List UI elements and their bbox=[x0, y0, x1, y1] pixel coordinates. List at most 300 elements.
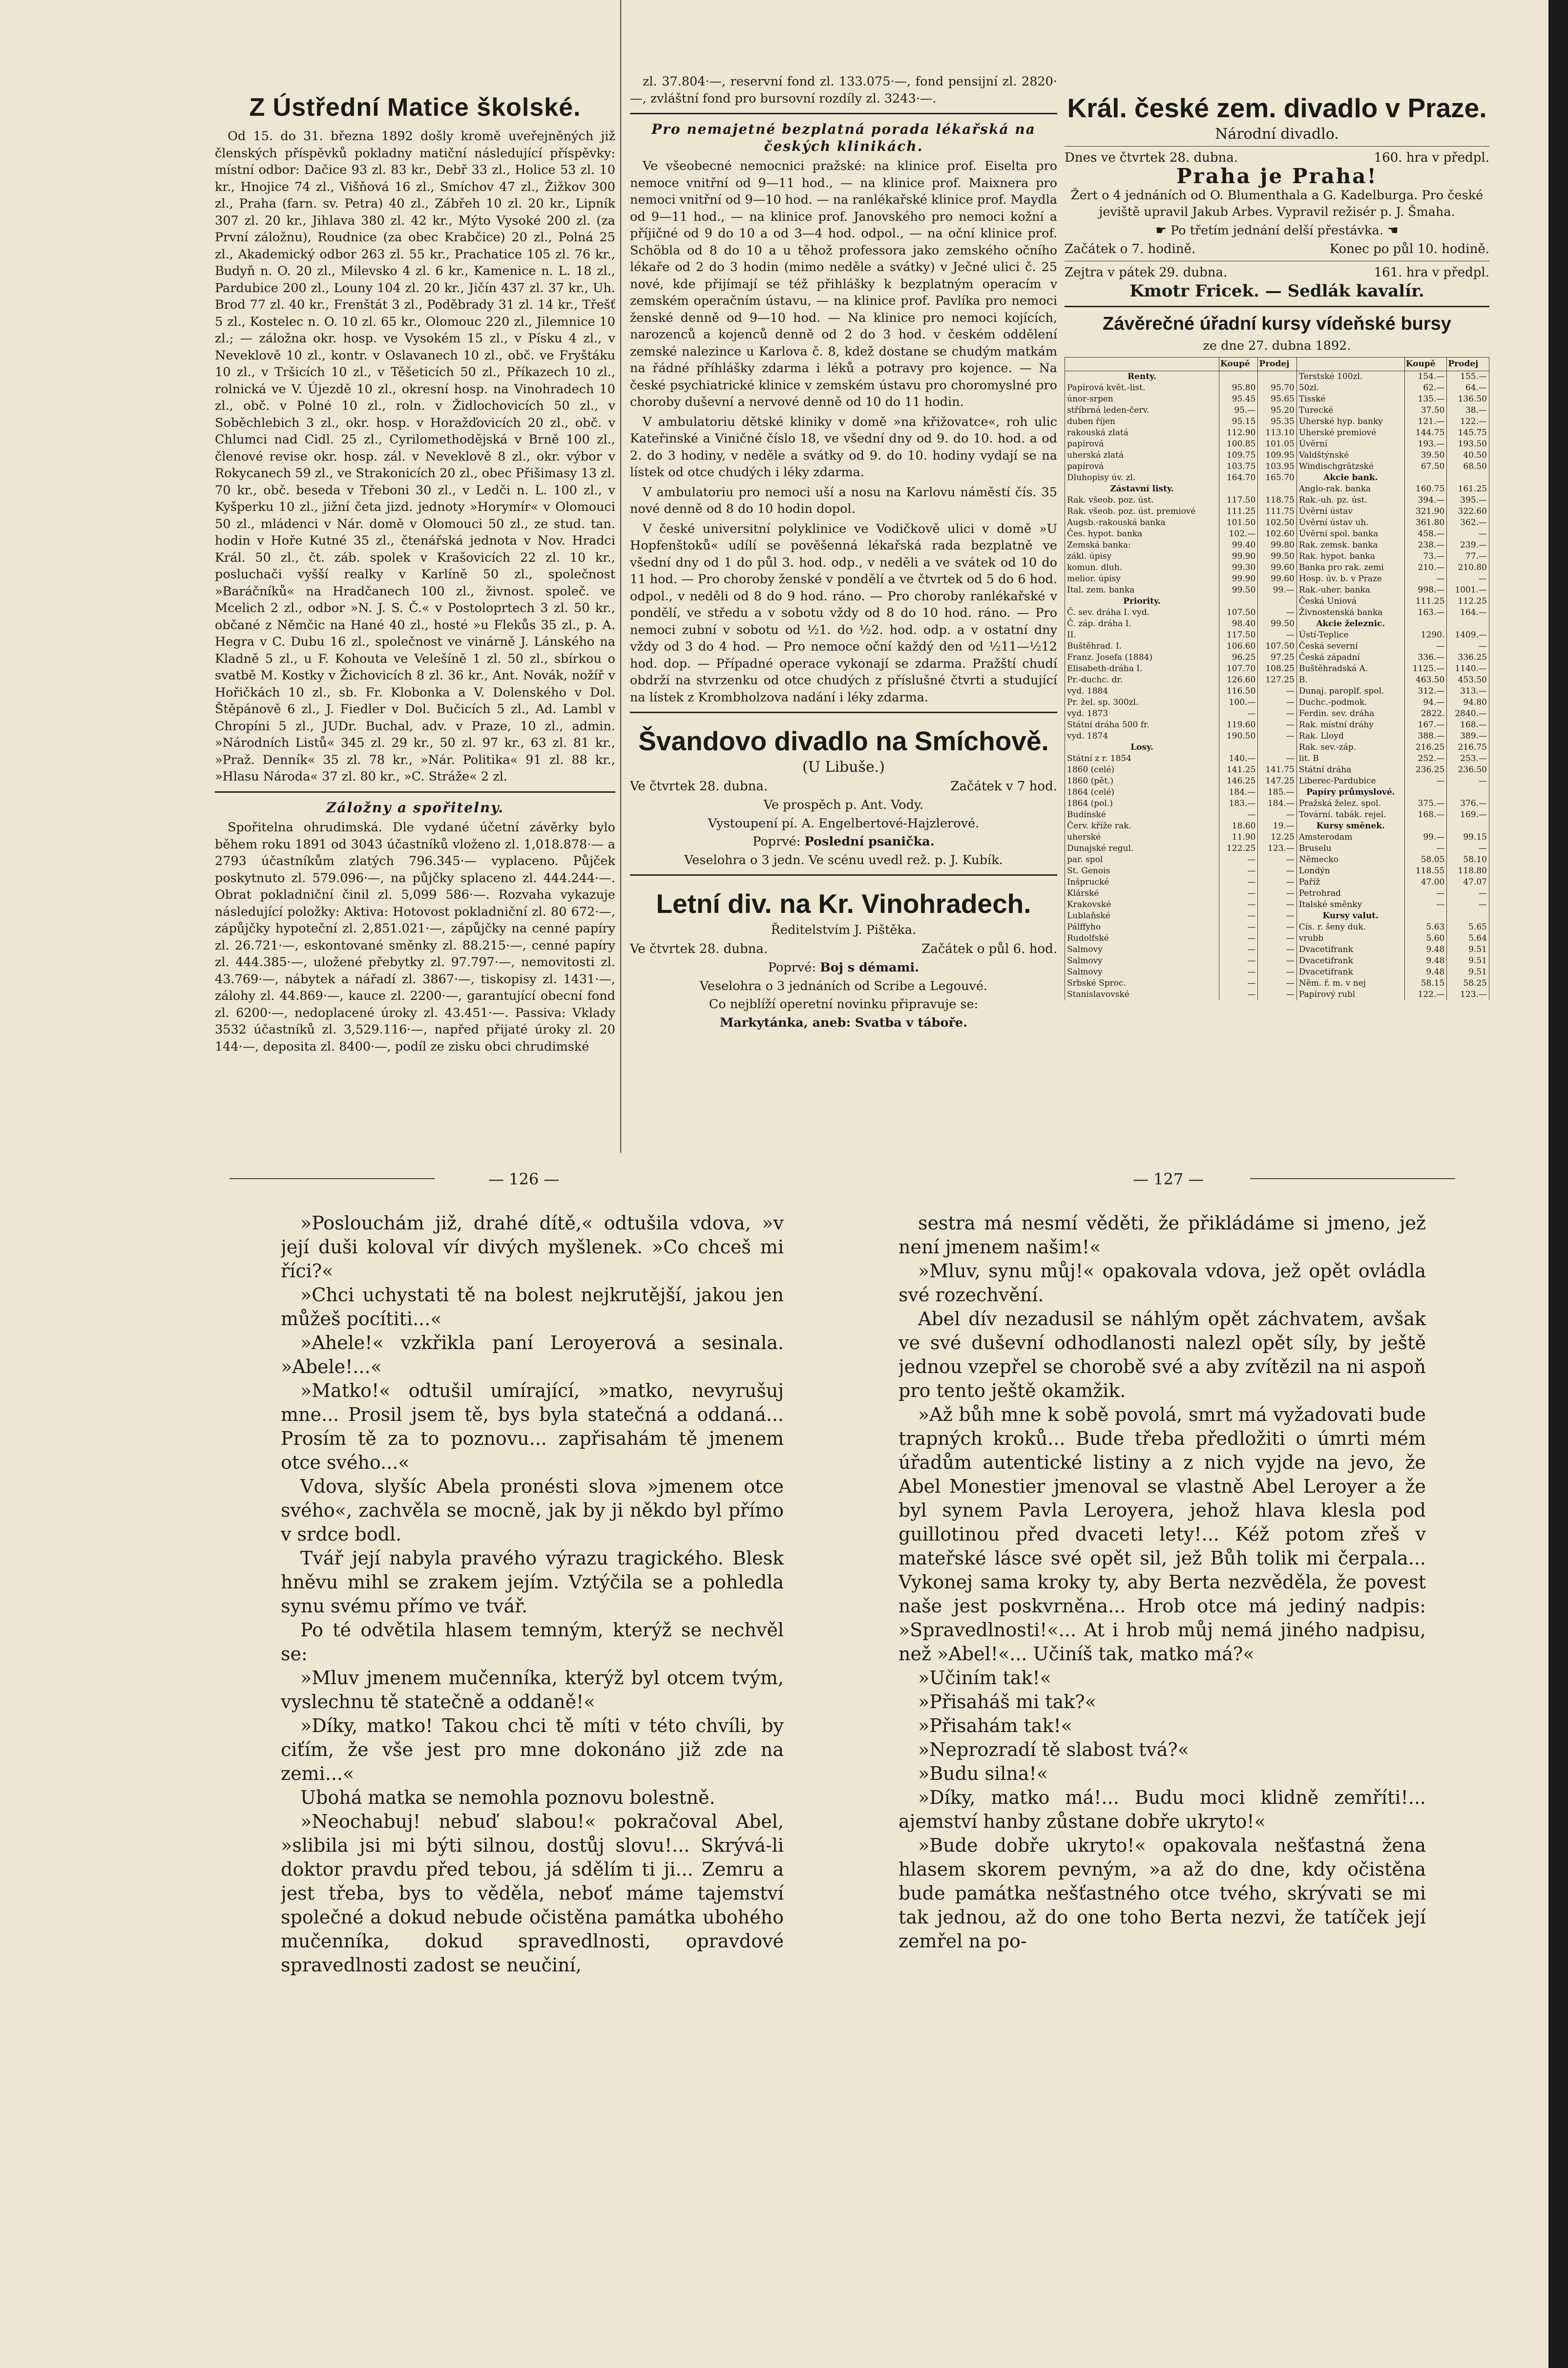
table-row bbox=[1065, 540, 1489, 551]
table-cell: únor-srpen bbox=[1065, 394, 1219, 405]
novel-page-left bbox=[281, 1211, 784, 2286]
table-cell: 107.70 bbox=[1219, 663, 1258, 675]
table-cell: Salmovy bbox=[1065, 944, 1219, 955]
table-row bbox=[1065, 371, 1489, 383]
table-cell: — bbox=[1447, 899, 1489, 910]
bursa-header bbox=[1065, 358, 1219, 371]
table-cell: 101.05 bbox=[1258, 439, 1296, 450]
table-cell: 100.85 bbox=[1219, 439, 1258, 450]
divider bbox=[1065, 146, 1489, 147]
table-row bbox=[1065, 461, 1489, 472]
table-cell: Petrohrad bbox=[1296, 888, 1404, 899]
table-cell: 11.90 bbox=[1219, 832, 1258, 843]
vinohrady-premiere-label: Poprvé: bbox=[768, 960, 816, 975]
table-cell: 160.75 bbox=[1404, 484, 1447, 495]
table-cell: 58.25 bbox=[1447, 978, 1489, 989]
table-cell: Rak. místní dráhy bbox=[1296, 719, 1404, 731]
table-cell: St. Genois bbox=[1065, 866, 1219, 877]
table-cell: 101.50 bbox=[1219, 517, 1258, 529]
table-cell: Tovární. tabák. rejel. bbox=[1296, 809, 1404, 821]
vinohrady-director: Ředitelstvím J. Pištěka. bbox=[771, 923, 917, 937]
table-cell: Dluhopisy úv. zl. bbox=[1065, 472, 1219, 484]
table-cell: 184.— bbox=[1258, 798, 1296, 809]
table-cell: 336.25 bbox=[1447, 652, 1489, 663]
table-row bbox=[1065, 630, 1489, 641]
table-cell: — bbox=[1258, 753, 1296, 764]
table-cell: 99.90 bbox=[1219, 551, 1258, 562]
divider bbox=[630, 874, 1057, 876]
table-cell: vyd. 1873 bbox=[1065, 708, 1219, 719]
table-cell: 9.51 bbox=[1447, 944, 1489, 955]
table-cell: 252.— bbox=[1404, 753, 1447, 764]
table-cell: 167.— bbox=[1404, 719, 1447, 731]
table-cell: Paříž bbox=[1296, 877, 1404, 888]
table-cell bbox=[1447, 910, 1489, 922]
table-cell: — bbox=[1219, 888, 1258, 899]
table-cell: 216.25 bbox=[1404, 742, 1447, 753]
clinics-paragraph: V ambulatoriu pro nemoci uší a nosu na Karlovu náměstí čís. 35 nové denně od 8 do 10 hodin dopol. bbox=[630, 485, 1057, 516]
table-cell: papírová bbox=[1065, 439, 1219, 450]
table-cell bbox=[1404, 821, 1447, 832]
table-cell: 144.75 bbox=[1404, 427, 1447, 439]
table-cell: 106.60 bbox=[1219, 641, 1258, 652]
table-cell: — bbox=[1219, 922, 1258, 933]
table-cell: 9.48 bbox=[1404, 967, 1447, 978]
pointing-hand-icon: ☚ bbox=[1387, 223, 1399, 238]
page-number-left: — 126 — bbox=[488, 1170, 560, 1188]
table-cell bbox=[1219, 484, 1258, 495]
table-cell: 336.— bbox=[1404, 652, 1447, 663]
page-rule bbox=[1250, 1178, 1455, 1179]
narodni-title: Král. české zem. divadlo v Praze. bbox=[1067, 93, 1487, 123]
table-cell: 95.65 bbox=[1258, 394, 1296, 405]
table-cell: 18.60 bbox=[1219, 821, 1258, 832]
table-cell: 97.25 bbox=[1258, 652, 1296, 663]
column-clinics bbox=[630, 73, 1057, 1109]
table-cell: 95.80 bbox=[1219, 382, 1258, 394]
table-cell: Akcie bank. bbox=[1296, 472, 1404, 484]
table-row bbox=[1065, 832, 1489, 843]
column-theatre-bursa bbox=[1065, 73, 1489, 1109]
table-cell: Úvěrní ústav uh. bbox=[1296, 517, 1404, 529]
table-cell: 1864 (celé) bbox=[1065, 787, 1219, 798]
table-cell: — bbox=[1447, 641, 1489, 652]
table-cell: Inšprucké bbox=[1065, 877, 1219, 888]
novel-paragraph: »Díky, matko! Takou chci tě míti v této chvíli, by ciťím, že vše jest pro mne dokonáno již zde na zemi...« bbox=[281, 1715, 784, 1784]
divider bbox=[215, 791, 615, 793]
bursa-table bbox=[1065, 357, 1489, 1000]
vinohrady-upcoming: Co nejblíží operetní novinku připravuje se: bbox=[709, 997, 979, 1012]
narodni-perf: 160. hra v předpl. bbox=[1374, 150, 1489, 165]
vinohrady-start: Začátek o půl 6. hod. bbox=[921, 941, 1057, 956]
narodni-tomorrow-row bbox=[1065, 264, 1489, 281]
table-cell: 108.25 bbox=[1258, 663, 1296, 675]
table-cell: 2822. bbox=[1404, 708, 1447, 719]
table-cell: — bbox=[1447, 843, 1489, 854]
table-cell: — bbox=[1258, 697, 1296, 708]
table-cell: 169.— bbox=[1447, 809, 1489, 821]
table-cell: 107.50 bbox=[1258, 641, 1296, 652]
table-cell: 98.40 bbox=[1219, 618, 1258, 630]
table-cell: Něm. ř. m. v nej bbox=[1296, 978, 1404, 989]
novel-paragraph: »Díky, matko má!... Budu moci klidně zemříti!... ajemství hanby zůstane dobře ukryto!« bbox=[899, 1787, 1426, 1832]
column-matice bbox=[215, 73, 615, 1153]
table-cell: Papíry průmyslové. bbox=[1296, 787, 1404, 798]
narodni-pause-row bbox=[1065, 222, 1489, 239]
table-cell: 99.— bbox=[1404, 832, 1447, 843]
table-cell: Elisabeth-dráha I. bbox=[1065, 663, 1219, 675]
table-row bbox=[1065, 427, 1489, 439]
table-cell: Priority. bbox=[1065, 596, 1219, 607]
table-row bbox=[1065, 697, 1489, 708]
table-cell: Liberec-Pardubice bbox=[1296, 776, 1404, 787]
table-cell: — bbox=[1258, 922, 1296, 933]
table-cell: Červ. kříže rak. bbox=[1065, 821, 1219, 832]
table-cell: — bbox=[1258, 910, 1296, 922]
table-cell: 122.— bbox=[1404, 989, 1447, 1000]
table-row bbox=[1065, 573, 1489, 585]
table-cell: — bbox=[1258, 899, 1296, 910]
table-cell: 95.20 bbox=[1258, 405, 1296, 416]
novel-paragraph: »Neprozradí tě slabost tvá?« bbox=[918, 1739, 1189, 1760]
table-cell: Akcie železnic. bbox=[1296, 618, 1404, 630]
table-cell: 141.25 bbox=[1219, 764, 1258, 776]
table-cell: 238.— bbox=[1404, 540, 1447, 551]
table-cell: — bbox=[1219, 944, 1258, 955]
narodni-desc: Žert o 4 jednáních od O. Blumenthala a G. Kadelburga. Pro české jeviště upravil Jakub Arbes. Vypravil režisér p. J. Šmaha. bbox=[1070, 188, 1484, 219]
table-cell: 1409.— bbox=[1447, 630, 1489, 641]
table-row bbox=[1065, 450, 1489, 461]
bursa-body bbox=[1065, 371, 1489, 1001]
table-cell: Kursy valut. bbox=[1296, 910, 1404, 922]
narodni-tomorrow-perf: 161. hra v předpl. bbox=[1374, 265, 1489, 280]
table-cell: vrubb bbox=[1296, 933, 1404, 944]
table-row bbox=[1065, 652, 1489, 663]
svandovo-title: Švandovo divadlo na Smíchově. bbox=[638, 726, 1049, 756]
bursa-header: Prodej bbox=[1258, 358, 1296, 371]
table-cell: 99.30 bbox=[1219, 562, 1258, 573]
vinohrady-title: Letní div. na Kr. Vinohradech. bbox=[656, 888, 1031, 919]
novel-paragraph: »Poslouchám již, drahé dítě,« odtušila vdova, »v její duši koloval vír divých myšlenek. »Co chceš mi říci?« bbox=[281, 1212, 784, 1282]
table-cell: zákl. úpisy bbox=[1065, 551, 1219, 562]
table-cell: — bbox=[1219, 910, 1258, 922]
table-cell: — bbox=[1219, 899, 1258, 910]
table-cell: 5.63 bbox=[1404, 922, 1447, 933]
table-cell: 73.— bbox=[1404, 551, 1447, 562]
bursa-header: Koupě bbox=[1219, 358, 1258, 371]
table-row bbox=[1065, 607, 1489, 618]
table-cell: 99.50 bbox=[1219, 585, 1258, 596]
table-cell: 375.— bbox=[1404, 798, 1447, 809]
table-cell: Rak.-uher. banka bbox=[1296, 585, 1404, 596]
table-cell: 95.45 bbox=[1219, 394, 1258, 405]
table-cell: 190.50 bbox=[1219, 731, 1258, 742]
table-cell: — bbox=[1219, 955, 1258, 967]
narodni-start: Začátek o 7. hodině. bbox=[1065, 242, 1196, 256]
zalozny-heading: Záložny a spořitelny. bbox=[326, 799, 504, 816]
table-cell: Rak. sev.-záp. bbox=[1296, 742, 1404, 753]
table-cell: 236.50 bbox=[1447, 764, 1489, 776]
novel-paragraph: »Učiním tak!« bbox=[918, 1667, 1051, 1689]
novel-paragraph: »Přisaháš mi tak?« bbox=[918, 1691, 1096, 1713]
table-cell: Dvacetifrank bbox=[1296, 944, 1404, 955]
novel-paragraph: »Neochabuj! nebuď slabou!« pokračoval Abel, »slibila jsi mi býti silnou, dostůj slovu!... Skrývá-li doktor pravdu před tebou, já sdělím ti ji... Zemru a jest třeba, bys to věděla, neboť máme tajemství společné a dokud nebude očistěna památka ubohého mučenníka, dokud spravedlnosti, opravdové spravedlnosti zadost se neučiní, bbox=[281, 1811, 784, 1976]
table-cell: 111.25 bbox=[1219, 506, 1258, 517]
column-divider bbox=[620, 0, 621, 1153]
table-cell bbox=[1447, 472, 1489, 484]
table-cell: Augsb.-rakouská banka bbox=[1065, 517, 1219, 529]
table-cell: 135.— bbox=[1404, 394, 1447, 405]
pointing-hand-icon: ☛ bbox=[1155, 223, 1171, 238]
table-cell: — bbox=[1258, 686, 1296, 697]
table-cell: Papírový rubl bbox=[1296, 989, 1404, 1000]
svandovo-credits: Veselohra o 3 jedn. Ve scénu uvedl rež. p. J. Kubík. bbox=[684, 852, 1003, 867]
table-cell: Dvacetifrank bbox=[1296, 955, 1404, 967]
table-cell: — bbox=[1258, 944, 1296, 955]
table-cell: 147.25 bbox=[1258, 776, 1296, 787]
table-cell bbox=[1447, 618, 1489, 630]
table-cell: — bbox=[1404, 573, 1447, 585]
table-cell: — bbox=[1258, 719, 1296, 731]
table-cell: Buštěhrad. I. bbox=[1065, 641, 1219, 652]
table-cell: 122.25 bbox=[1219, 843, 1258, 854]
novel-paragraph: Ubohá matka se nemohla poznovu bolestně. bbox=[300, 1787, 715, 1808]
vinohrady-date: Ve čtvrtek 28. dubna. bbox=[630, 941, 768, 956]
table-row bbox=[1065, 394, 1489, 405]
table-cell: Buštěhradská A. bbox=[1296, 663, 1404, 675]
table-cell: 210.— bbox=[1404, 562, 1447, 573]
table-cell: 62.— bbox=[1404, 382, 1447, 394]
table-row bbox=[1065, 787, 1489, 798]
table-row bbox=[1065, 944, 1489, 955]
vinohrady-upcoming-title: Markytánka, aneb: Svatba v táboře. bbox=[720, 1015, 967, 1030]
table-cell: 145.75 bbox=[1447, 427, 1489, 439]
table-cell: Zástavní listy. bbox=[1065, 484, 1219, 495]
table-cell: 99.50 bbox=[1258, 618, 1296, 630]
table-cell: Cís. r. šeny duk. bbox=[1296, 922, 1404, 933]
table-cell: Pr.-duchc. dr. bbox=[1065, 675, 1219, 686]
table-cell: Živnostenská banka bbox=[1296, 607, 1404, 618]
table-cell: Rak. Lloyd bbox=[1296, 731, 1404, 742]
table-cell: Uherské premiové bbox=[1296, 427, 1404, 439]
table-row bbox=[1065, 529, 1489, 540]
table-row bbox=[1065, 596, 1489, 607]
table-row bbox=[1065, 562, 1489, 573]
table-cell: Dunajské regul. bbox=[1065, 843, 1219, 854]
table-cell: Stanislavovské bbox=[1065, 989, 1219, 1000]
table-cell: — bbox=[1219, 854, 1258, 866]
table-cell: 99.80 bbox=[1258, 540, 1296, 551]
table-row bbox=[1065, 585, 1489, 596]
novel-paragraph: »Přisahám tak!« bbox=[918, 1715, 1073, 1736]
novel-paragraph: Po té odvětila hlasem temným, kterýž se nechvěl se: bbox=[281, 1619, 784, 1665]
table-cell: — bbox=[1219, 877, 1258, 888]
table-row bbox=[1065, 910, 1489, 922]
table-cell: 458.— bbox=[1404, 529, 1447, 540]
table-cell: komun. dluh. bbox=[1065, 562, 1219, 573]
table-cell: 313.— bbox=[1447, 686, 1489, 697]
table-cell: 210.80 bbox=[1447, 562, 1489, 573]
table-cell: Česká západní bbox=[1296, 652, 1404, 663]
table-cell: — bbox=[1447, 529, 1489, 540]
table-cell: 121.— bbox=[1404, 416, 1447, 427]
table-cell: 119.60 bbox=[1219, 719, 1258, 731]
table-cell: 111.75 bbox=[1258, 506, 1296, 517]
table-row bbox=[1065, 472, 1489, 484]
narodni-time-row bbox=[1065, 241, 1489, 258]
table-cell: Rak. všeob. poz. úst. bbox=[1065, 495, 1219, 506]
table-cell: — bbox=[1404, 843, 1447, 854]
table-cell: 236.25 bbox=[1404, 764, 1447, 776]
table-cell: Windischgrätzské bbox=[1296, 461, 1404, 472]
table-row bbox=[1065, 967, 1489, 978]
table-cell: 154.— bbox=[1404, 371, 1447, 383]
table-cell: — bbox=[1219, 708, 1258, 719]
narodni-date-row bbox=[1065, 149, 1489, 167]
matice-paragraph: Od 15. do 31. března 1892 došly kromě uveřejněných již členských příspěvků pokladny matiční následující příspěvky: místní odbor: Dačice 93 zl. 83 kr., Debř 33 zl., Holice 53 zl. 10 kr., Hnojice 74 zl., Višňová 16 zl., Smíchov 47 zl., Žižkov 300 zl., Praha (farn. sv. Petra) 40 zl., Zábřeh 10 zl. 20 kr., Lipník 307 zl. 20 kr., Jihlava 380 zl. 42 kr., Mýto Vysoké 200 zl. (za První záložnu), Roudnice (za obec Krabčice) 20 zl., Polná 25 zl., Akademický odbor 263 zl. 55 kr., Prachatice 105 zl. 76 kr., Budyň n. O. 20 zl., Milevsko 4 zl. 6 kr., Kamenice n. L. 18 zl., Pardubice 200 zl., Louny 104 zl. 20 kr., Jičín 437 zl. 37 kr., Uh. Brod 77 zl. 40 kr., Frenštát 3 zl., Poděbrady 31 zl. 14 kr., Třešť 5 zl., Kostelec n. O. 10 zl. 65 kr., Olomouc 220 zl., Jilemnice 10 zl.; — záložna okr. hosp. ve Vysokém 15 zl., v Písku 4 zl., v Neveklově 10 zl., kontr. v Oslavanech 10 zl., obč. ve Fryštáku 10 zl., v Tršicích 10 zl., v Těšeticích 50 zl., Příkazech 10 zl., rolnická ve V. Újezdě 10 zl., okresní hosp. na Vinohradech 10 zl., obč. v Polné 10 zl., roln. v Židlochovicích 50 zl., v Soběchlebich 3 zl., okr. hosp. v Horažďovicích 20 zl., obč. v Chlumci nad Cidl. 25 zl., Cyrilomethodějská v Brně 100 zl., členové revise okr. hosp. zál. v Neveklově 8 zl., okr. výbor v Rokycanech 59 zl., ve Strakonicích 20 zl., obec Přišimasy 13 zl. 70 kr., obč. beseda v Třeboni 30 zl., v Ledči n. L. 100 zl., v Kyšperku 10 zl., jižní četa jizd. jednoty »Horymír« v Olomouci 50 zl., mládenci v Nár. domě v Olomouci 50 zl., ze stud. tan. hodin v Hoře Kutné 35 zl., čtenářská jednota v Nov. Hradci Král. 50 zl., čt. záb. spolek v Krašovicích 22 zl. 10 kr., posluchači vyšší realky v Karlíně 50 zl., společnost »Baráčníků« na Hradčanech 100 zl., živnost. společ. ve Mcelich 2 zl., odbor »N. J. S. Č.« v Postoloprtech 3 zl. 50 kr., občané z Němčic na Hané 40 zl., hosté »u Flekůs 35 zl., p. A. Hegra v C. Dubu 16 zl., společnost ve vinárně J. Lánského na Kladně 5 zl., u F. Kohouta ve Velešíně 1 zl. 50 zl., sbírkou o svatbě M. Kostky v Žichovicích 8 zl. 36 kr., Ant. Novák, nožíř v Hořičkách 10 zl., sb. Fr. Klobonka a V. Dolenského v Dol. Štěpánově 6 zl., J. Fiedler v Dol. Bučicích 5 zl., Ad. Lambl v Chropíni 5 zl., JUDr. Buchal, adv. v Praze, 10 zl., admin. »Národních Listů« 345 zl. 29 kr., 50 zl. 97 kr., 63 zl. 81 kr., »Praž. Denník« 35 zl. 78 kr., »Nár. Politika« 91 zl. 88 kr., »Hlasu Národa« 37 zl. 80 kr., »C. Stráže« 2 zl. bbox=[215, 129, 615, 784]
table-cell: 5.60 bbox=[1404, 933, 1447, 944]
clinics-heading: Pro nemajetné bezplatná porada lékařská na českých klinikách. bbox=[651, 121, 1036, 154]
table-cell: Čes. hypot. banka bbox=[1065, 529, 1219, 540]
table-cell: Státní dráha 500 fr. bbox=[1065, 719, 1219, 731]
table-cell bbox=[1258, 742, 1296, 753]
table-cell: Renty. bbox=[1065, 371, 1219, 383]
table-row bbox=[1065, 708, 1489, 719]
table-cell: 193.50 bbox=[1447, 439, 1489, 450]
table-cell: uherská zlatá bbox=[1065, 450, 1219, 461]
table-cell: Rak. hypot. banka bbox=[1296, 551, 1404, 562]
table-cell: 1860 (pět.) bbox=[1065, 776, 1219, 787]
table-cell: 321.90 bbox=[1404, 506, 1447, 517]
table-cell: 47.07 bbox=[1447, 877, 1489, 888]
table-row bbox=[1065, 776, 1489, 787]
table-cell: rakouská zlatá bbox=[1065, 427, 1219, 439]
table-cell: Německo bbox=[1296, 854, 1404, 866]
table-cell: — bbox=[1219, 933, 1258, 944]
table-cell: 165.70 bbox=[1258, 472, 1296, 484]
table-cell: 50zl. bbox=[1296, 382, 1404, 394]
svandovo-play-row bbox=[630, 833, 1057, 850]
table-cell bbox=[1404, 910, 1447, 922]
table-cell bbox=[1447, 821, 1489, 832]
table-cell: Hosp. úv. b. v Praze bbox=[1296, 573, 1404, 585]
table-cell: Rak. všeob. poz. úst. premiové bbox=[1065, 506, 1219, 517]
table-cell: 68.50 bbox=[1447, 461, 1489, 472]
table-row bbox=[1065, 809, 1489, 821]
table-cell: Italské směnky bbox=[1296, 899, 1404, 910]
table-cell: 1864 (pol.) bbox=[1065, 798, 1219, 809]
table-cell bbox=[1219, 596, 1258, 607]
table-cell: 168.— bbox=[1447, 719, 1489, 731]
table-cell: 109.95 bbox=[1258, 450, 1296, 461]
narodni-end: Konec po půl 10. hodině. bbox=[1329, 242, 1489, 256]
table-row bbox=[1065, 922, 1489, 933]
table-cell: 107.50 bbox=[1219, 607, 1258, 618]
table-cell: 164.70 bbox=[1219, 472, 1258, 484]
table-row bbox=[1065, 821, 1489, 832]
table-cell: Úvěrní ústav bbox=[1296, 506, 1404, 517]
table-cell bbox=[1219, 742, 1258, 753]
table-cell: Terstské 100zl. bbox=[1296, 371, 1404, 383]
novel-paragraph: »Budu silna!« bbox=[918, 1763, 1048, 1784]
table-cell: — bbox=[1258, 866, 1296, 877]
table-cell: Státní z r. 1854 bbox=[1065, 753, 1219, 764]
table-cell: 99.50 bbox=[1258, 551, 1296, 562]
table-cell: 99.60 bbox=[1258, 562, 1296, 573]
vinohrady-play-row bbox=[630, 959, 1057, 976]
table-cell: 168.— bbox=[1404, 809, 1447, 821]
table-cell bbox=[1447, 787, 1489, 798]
table-cell: 99.— bbox=[1258, 585, 1296, 596]
bursa-header: Koupě bbox=[1404, 358, 1447, 371]
table-cell: vyd. 1884 bbox=[1065, 686, 1219, 697]
table-cell: 155.— bbox=[1447, 371, 1489, 383]
table-cell: duben říjen bbox=[1065, 416, 1219, 427]
matice-title: Z Ústřední Matice školské. bbox=[249, 93, 581, 122]
table-row bbox=[1065, 866, 1489, 877]
table-cell: 1290. bbox=[1404, 630, 1447, 641]
clinics-paragraph: V české universitní polyklinice ve Vodičkově ulici v domě »U Hopfenštoků« udílí se pověšenná lékařská rada bezplatně ve všední dny od 1 do půl 3. hod. odp., v neděli a ve svátek od 10 do 11 hod. — Pro choroby ženské v pondělí a ve čtvrtek od 5 do 6 hod. odpol., v neděli od 8 do 9 hod. ráno. — Pro choroby ranlékařské v pondělí, ve středu a v sobotu vždy od 8 do 10 hod. ráno. — Pro nemoci zubní v sobotu od ½1. do ½2. hod. odp. a v ostatní dny vždy od 3 do 4 hod. — Pro nemoce oční každý den od ½11—½12 hod. dop. — Případné operace vykonají se zdarma. Pražští chudí obdrží na stvrzenku od otce chudých z příslušné čtvrti a studující na lístek z Krombholzova nadání i léky zdarma. bbox=[630, 521, 1057, 705]
table-row bbox=[1065, 506, 1489, 517]
table-cell: 111.25 bbox=[1404, 596, 1447, 607]
table-cell: 112.90 bbox=[1219, 427, 1258, 439]
table-cell: Klárské bbox=[1065, 888, 1219, 899]
table-cell: Úvěrní bbox=[1296, 439, 1404, 450]
table-cell: Zemská banka: bbox=[1065, 540, 1219, 551]
table-cell: vyd. 1874 bbox=[1065, 731, 1219, 742]
table-row bbox=[1065, 641, 1489, 652]
table-cell: — bbox=[1258, 731, 1296, 742]
continuation-paragraph: zl. 37.804·—, reservní fond zl. 133.075·—, fond pensijní zl. 2820·—, zvláštní fond pro bursovní rozdíly zl. 3243·—. bbox=[630, 74, 1057, 106]
table-cell: melior. úpisy bbox=[1065, 573, 1219, 585]
narodni-play: Praha je Praha! bbox=[1176, 164, 1378, 188]
narodni-pause: Po třetím jednání delší přestávka. bbox=[1171, 223, 1383, 238]
table-row bbox=[1065, 742, 1489, 753]
table-cell: Česká Uniová bbox=[1296, 596, 1404, 607]
table-cell bbox=[1219, 371, 1258, 383]
table-cell: 123.— bbox=[1447, 989, 1489, 1000]
table-row bbox=[1065, 978, 1489, 989]
table-cell: 394.— bbox=[1404, 495, 1447, 506]
table-cell: — bbox=[1404, 888, 1447, 899]
narodni-tomorrow: Zejtra v pátek 29. dubna. bbox=[1065, 265, 1228, 280]
table-cell: — bbox=[1447, 776, 1489, 787]
table-cell: Dunaj. paroplf. spol. bbox=[1296, 686, 1404, 697]
table-cell: 322.60 bbox=[1447, 506, 1489, 517]
table-cell: — bbox=[1404, 899, 1447, 910]
table-cell: 58.15 bbox=[1404, 978, 1447, 989]
table-cell: 463.50 bbox=[1404, 675, 1447, 686]
table-cell: stříbrná leden-červ. bbox=[1065, 405, 1219, 416]
table-cell: 9.48 bbox=[1404, 944, 1447, 955]
novel-paragraph: »Ahele!« vzkřikla paní Leroyerová a sesinala. »Abele!...« bbox=[281, 1332, 784, 1377]
table-cell: 140.— bbox=[1219, 753, 1258, 764]
table-cell: uherské bbox=[1065, 832, 1219, 843]
table-row bbox=[1065, 877, 1489, 888]
table-cell: 998.— bbox=[1404, 585, 1447, 596]
table-cell: — bbox=[1219, 978, 1258, 989]
table-cell: Úvěrní spol. banka bbox=[1296, 529, 1404, 540]
table-cell: Pálffyho bbox=[1065, 922, 1219, 933]
table-cell: 118.75 bbox=[1258, 495, 1296, 506]
novel-paragraph: »Mluv, synu můj!« opakovala vdova, jež opět ovládla své rozechvění. bbox=[899, 1260, 1426, 1306]
table-cell: 185.— bbox=[1258, 787, 1296, 798]
table-cell: 12.25 bbox=[1258, 832, 1296, 843]
novel-paragraph: »Chci uchystati tě na bolest nejkrutější, jakou jen můžeš pocítiti...« bbox=[281, 1284, 784, 1330]
table-row bbox=[1065, 551, 1489, 562]
vinohrady-credits: Veselohra o 3 jednáních od Scribe a Legouvé. bbox=[699, 978, 988, 994]
table-cell: 117.50 bbox=[1219, 495, 1258, 506]
